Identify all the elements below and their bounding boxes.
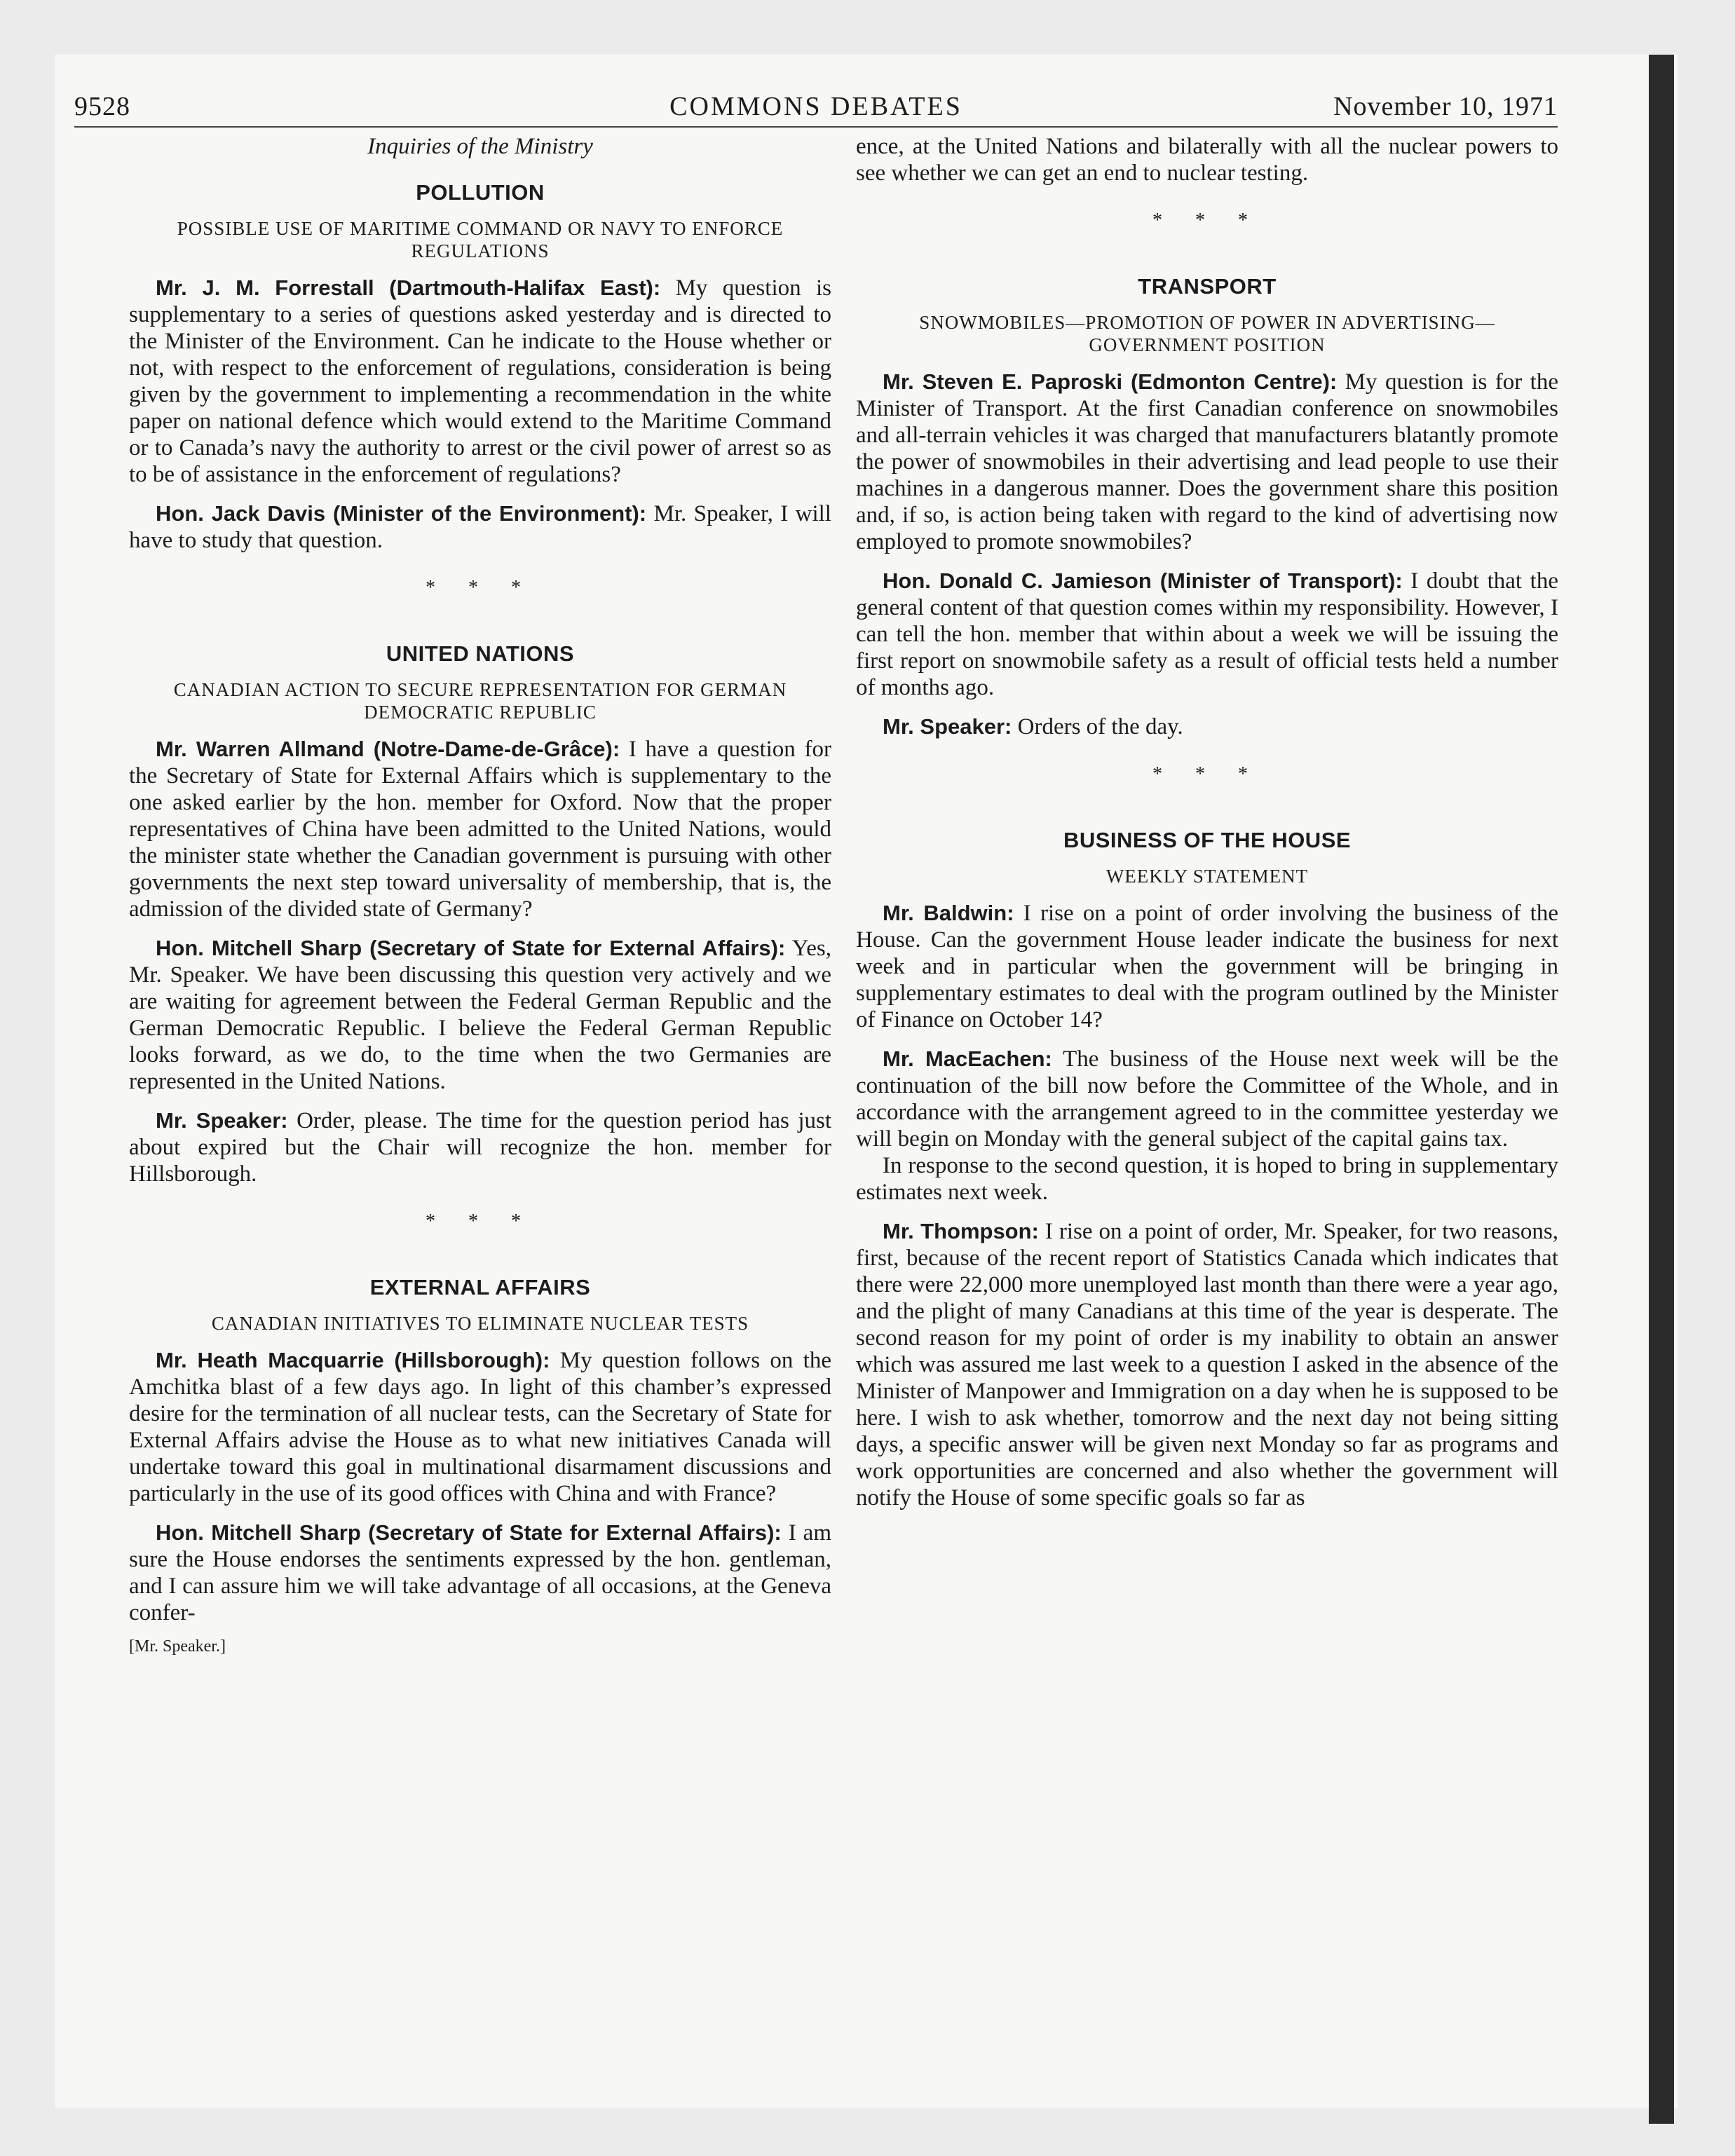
speech-text: Orders of the day. (1012, 714, 1183, 739)
speaker-name: Mr. Baldwin: (883, 901, 1014, 925)
topic-heading-business-of-the-house: BUSINESS OF THE HOUSE (1063, 828, 1352, 852)
speaker-name: Mr. Speaker: (883, 714, 1012, 739)
journal-title: COMMONS DEBATES (669, 92, 962, 121)
speech-paragraph (856, 714, 1558, 740)
speech-paragraph (129, 1347, 831, 1507)
speaker-name: Mr. J. M. Forrestall (Dartmouth-Halifax East): (156, 275, 661, 300)
speech-text: My question is for the Minister of Transport. At the first Canadian conference on snowmobiles and all-terrain vehicles it was charged that manufacturers blatantly promote the power of snowmobiles in their advertising and lead people to use their machines in a dangerous manner. Does the government share this position and, if so, is action being taken with regard to the kind of advertising now employed to promote snowmobiles? (856, 369, 1558, 554)
topic-heading-united-nations: UNITED NATIONS (386, 641, 575, 666)
subtopic-heading-pollution: POSSIBLE USE OF MARITIME COMMAND OR NAVY TO ENFORCE REGULATIONS (177, 218, 784, 261)
speech-text: Order, please. The time for the question period has just about expired but the Chair will recognize the hon. member for Hillsborough. (129, 1108, 831, 1187)
topic-heading-transport: TRANSPORT (1138, 274, 1277, 299)
page-number: 9528 (74, 92, 130, 121)
speaker-name: Mr. MacEachen: (883, 1046, 1052, 1071)
speech-paragraph (856, 1046, 1558, 1152)
speech-paragraph (856, 369, 1558, 555)
speaker-name: Mr. Heath Macquarrie (Hillsborough): (156, 1348, 550, 1372)
speech-text: Mr. Speaker, I will have to study that question. (129, 501, 831, 553)
right-column (856, 133, 1558, 1524)
speaker-name: Mr. Thompson: (883, 1219, 1039, 1243)
section-separator: * * * (1152, 763, 1262, 785)
speaker-name: Hon. Mitchell Sharp (Secretary of State for External Affairs): (156, 936, 786, 960)
speech-text: My question follows on the Amchitka blast of a few days ago. In light of this chamber’s expressed desire for the termination of all nuclear tests, can the Secretary of State for External Affairs advise the House as to what new initiatives Canada will undertake toward this goal in multinational disarmament discussions and particularly in the use of its good offices with China and with France? (129, 1348, 831, 1506)
speech-text: I rise on a point of order, Mr. Speaker, for two reasons, first, because of the recent report of Statistics Canada which indicates that there were 22,000 more unemployed last month than there were a year ago, and the plight of many Canadians at this time of the year is desperate. The second reason for my point of order is my inability to obtain an answer which was assured me last week to a question I asked in the absence of the Minister of Manpower and Immigration on a day when he is supposed to be here. I wish to ask whether, tomorrow and the next day not being sitting days, a specific answer will be given next Monday so far as programs and work opportunities are concerned and also whether the government will notify the House of some specific goals so far as (856, 1219, 1558, 1510)
speech-paragraph (129, 1107, 831, 1187)
subtopic-heading-united-nations: CANADIAN ACTION TO SECURE REPRESENTATION FOR GERMAN DEMOCRATIC REPUBLIC (173, 679, 787, 723)
speech-text: I am sure the House endorses the sentiments expressed by the hon. gentleman, and I can assure him we will take advantage of all occasions, at the Geneva confer- (129, 1520, 831, 1625)
speech-text: I rise on a point of order involving the business of the House. Can the government House leader indicate the business for next week and in particular when the government will be bringing in supplementary estimates to deal with the program outlined by the Minister of Finance on October 14? (856, 901, 1558, 1032)
speech-text: I doubt that the general content of that question comes within my responsibility. However, I can tell the hon. member that within about a week we will be issuing the first report on snowmobile safety as a result of official tests held a number of months ago. (856, 568, 1558, 700)
section-heading: Inquiries of the Ministry (367, 134, 593, 159)
subtopic-heading-external-affairs: CANADIAN INITIATIVES TO ELIMINATE NUCLEAR TESTS (211, 1313, 749, 1334)
speech-text: My question is supplementary to a series of questions asked yesterday and is directed to the Minister of the Environment. Can he indicate to the House whether or not, with respect to the enforcement of regulations, consideration is being given by the government to implementing a recommendation in the white paper on national defence which would extend to the Maritime Command or to Canada’s navy the authority to arrest or the civil power of arrest so as to be of assistance in the enforcement of regulations? (129, 275, 831, 487)
speaker-name: Hon. Mitchell Sharp (Secretary of State for External Affairs): (156, 1520, 782, 1545)
section-separator: * * * (426, 1210, 535, 1232)
scan-edge-bar (1649, 55, 1674, 2124)
speech-paragraph (129, 500, 831, 554)
speaker-name: Mr. Steven E. Paproski (Edmonton Centre): (883, 369, 1338, 394)
speech-paragraph (129, 275, 831, 488)
speech-paragraph (856, 568, 1558, 701)
subtopic-heading-transport: SNOWMOBILES—PROMOTION OF POWER IN ADVERTISING—GOVERNMENT POSITION (919, 312, 1495, 355)
speech-text: The business of the House next week will be the continuation of the bill now before the Committee of the Whole, and in accordance with the arrangement agreed to in the committee yesterday we will begin on Monday with the general subject of the capital gains tax. (856, 1046, 1558, 1152)
left-column (129, 133, 831, 1660)
speech-paragraph (856, 1218, 1558, 1511)
topic-heading-pollution: POLLUTION (416, 180, 545, 205)
speaker-name: Mr. Speaker: (156, 1108, 288, 1133)
speech-text: I have a question for the Secretary of State for External Affairs which is supplementary to the one asked earlier by the hon. member for Oxford. Now that the proper representatives of China have been admitted to the United Nations, would the minister state whether the Canadian government is pursuing with other governments the next step toward universality of membership, that is, the admission of the divided state of Germany? (129, 737, 831, 922)
issue-date: November 10, 1971 (1333, 92, 1558, 121)
speech-paragraph: In response to the second question, it is hoped to bring in supplementary estimates next week. (856, 1153, 1558, 1205)
section-separator: * * * (1152, 210, 1262, 231)
speech-paragraph (129, 935, 831, 1095)
subtopic-heading-weekly-statement: WEEKLY STATEMENT (1105, 866, 1309, 887)
speech-paragraph (856, 900, 1558, 1033)
running-head (74, 91, 1558, 128)
speaker-name: Hon. Jack Davis (Minister of the Environment): (156, 501, 647, 526)
continued-paragraph: ence, at the United Nations and bilaterally with all the nuclear powers to see whether we can get an end to nuclear testing. (856, 134, 1558, 186)
speech-paragraph (129, 736, 831, 922)
section-separator: * * * (426, 577, 535, 599)
speech-text: Yes, Mr. Speaker. We have been discussing this question very actively and we are waiting for agreement between the Federal German Republic and the German Democratic Republic. I believe the Federal German Republic looks forward, as we do, to the time when the two Germanies are represented in the United Nations. (129, 936, 831, 1094)
page-footnote: [Mr. Speaker.] (129, 1637, 226, 1656)
speaker-name: Mr. Warren Allmand (Notre-Dame-de-Grâce): (156, 737, 620, 761)
topic-heading-external-affairs: EXTERNAL AFFAIRS (369, 1275, 591, 1299)
speech-paragraph (129, 1520, 831, 1626)
speaker-name: Hon. Donald C. Jamieson (Minister of Transport): (883, 568, 1403, 593)
